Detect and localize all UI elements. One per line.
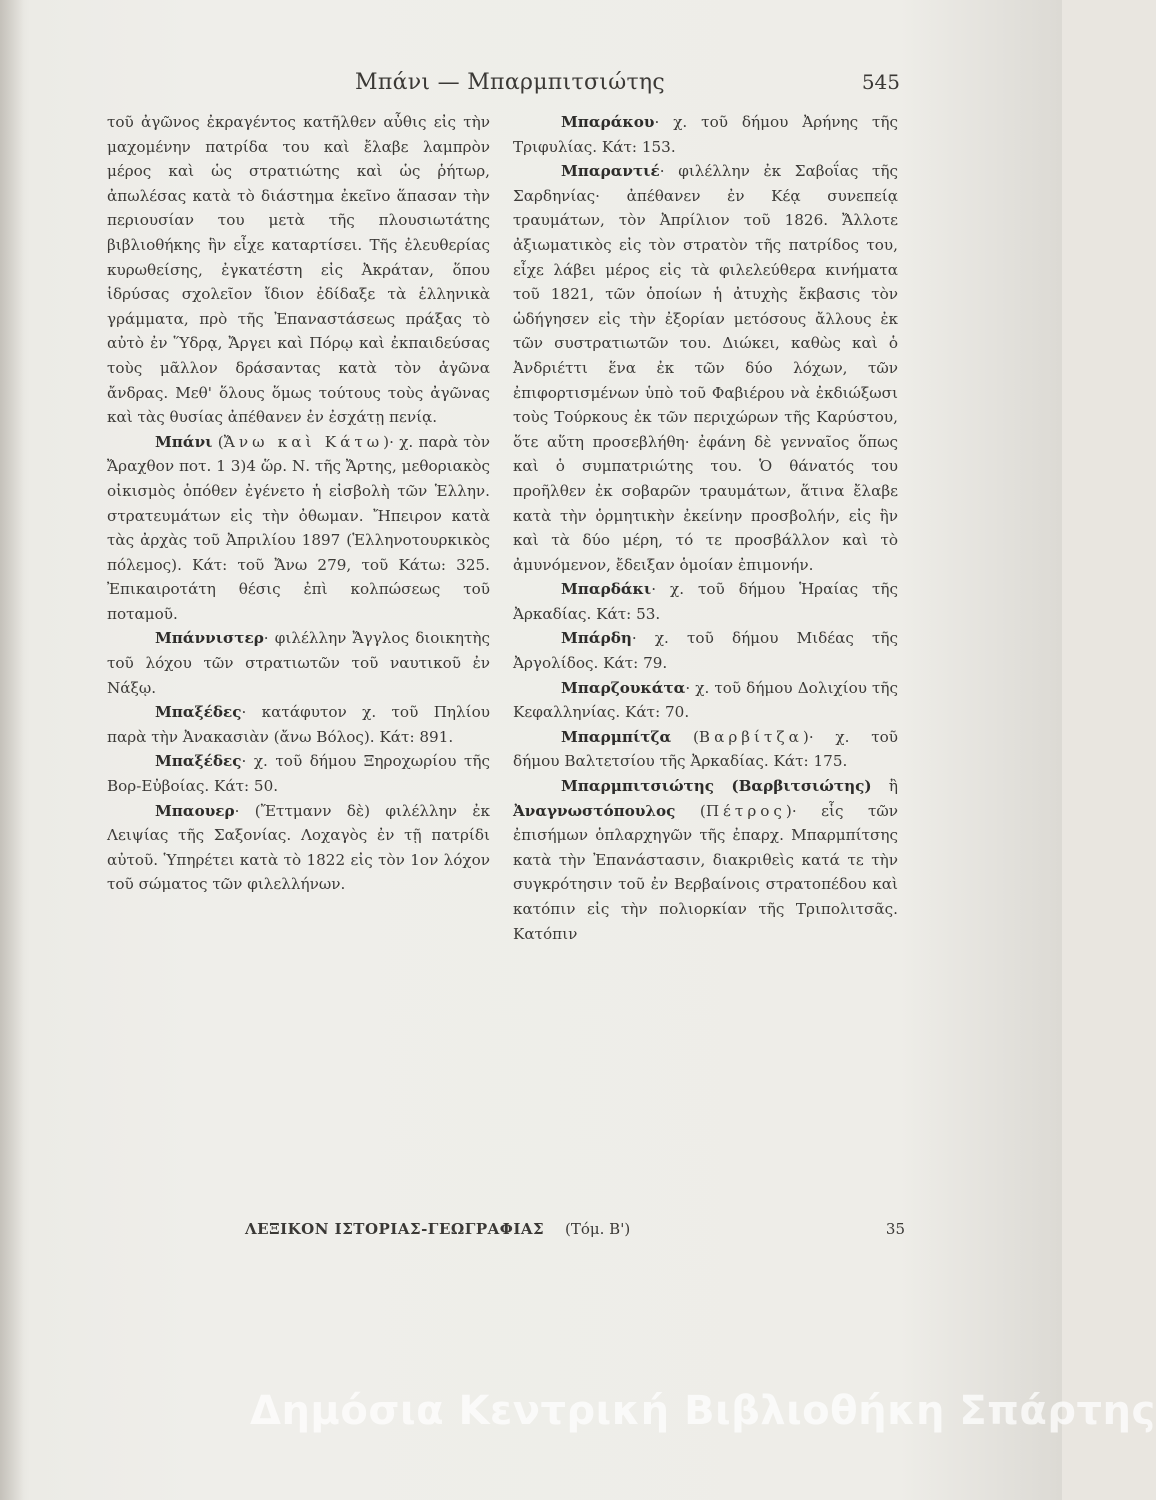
entry-text: (Ἔττμανν δὲ) φιλέλλην ἐκ Λειψίας τῆς Σαξονίας. Λοχαγὸς ἐν τῇ πατρίδι αὐτοῦ. Ὑπηρέτει κατὰ τὸ 1822 εἰς τὸν 1ον λόχον τοῦ σώματος τῶν φιλελλήνων. — [107, 801, 490, 894]
entry-bardaki: Μπαρδάκι· χ. τοῦ δήμου Ἡραίας τῆς Ἀρκαδίας. Κάτ: 53. — [513, 580, 899, 623]
entry-text: φιλέλλην ἐκ Σαβοΐας τῆς Σαρδηνίας· ἀπέθανεν ἐν Κέᾳ συνεπείᾳ τραυμάτων, τὸν Ἀπρίλιον τοῦ 1826. Ἄλλοτε ἀξιωματικὸς εἰς τὸν στρατὸν τῆς πατρίδος του, εἶχε λάβει μέρος εἰς τὰ φιλελεύθερα κινήματα τοῦ 1821, τῶν ὁποίων ἡ ἀτυχὴς ἔκβασις τὸν ὡδήγησεν εἰς τὴν ἐξορίαν μετόσους ἄλλους ἐκ τῶν συστρατιωτῶν του. Διώκει, καθὼς καὶ ὁ Ἀνδριέττι ἕνα ἐκ τῶν δύο λόχων, τῶν ἐπιφορτισμένων ὑπὸ τοῦ Φαβιέρου νὰ ἐκδιώξωσι τοὺς Τούρκους ἐκ τῶν περιχώρων τῆς Καρύστου, ὅτε αὕτη προσεβλήθη· ἐφάνη δὲ γενναῖος ὅπως καὶ ὁ συμπατριώτης του. Ὁ θάνατός του προῆλθεν ἐκ σοβαρῶν τραυμάτων, ἅτινα ἔλαβε κατὰ τὴν ὁρμητικὴν ἐκείνην προσβολήν, εἰς ἣν καὶ τὰ δύο μέρη, τό τε προσβάλλον καὶ τὸ ἀμυνόμενον, ἔδειξαν ὁμοίαν ἐπιμονήν. — [513, 162, 899, 574]
entry-barzoukata: Μπαρζουκάτα· χ. τοῦ δήμου Δολιχίου τῆς Κεφαλληνίας. Κάτ: 70. — [513, 678, 899, 722]
entry-headword: Μπαρμπιτσιώτης — [561, 777, 715, 796]
entry-headword: Μπαξέδες — [155, 752, 242, 771]
entry-headword: Μπαρμπίτζα — [561, 727, 672, 746]
entry-text: χ. τοῦ δήμου Ξηροχωρίου τῆς Βορ-Εὐβοίας. Κάτ: 50. — [107, 752, 490, 796]
entry-headword: Μπάνι — [155, 432, 213, 451]
entry-bannister: Μπάννιστερ· φιλέλλην Ἄγγλος διοικητὴς τοῦ λόχου τῶν στρατιωτῶν τοῦ ναυτικοῦ ἐν Νάξῳ. — [107, 629, 490, 697]
entry-headword-alt: (Βαρβιτσιώτης) — [731, 777, 872, 796]
entry-variant: Πέτρος — [705, 801, 786, 820]
entry-baxedes-2: Μπαξέδες· χ. τοῦ δήμου Ξηροχωρίου τῆς Βορ-Εὐβοίας. Κάτ: 50. — [107, 752, 490, 796]
entry-bauer: Μπαουερ· (Ἔττμανν δὲ) φιλέλλην ἐκ Λειψίας τῆς Σαξονίας. Λοχαγὸς ἐν τῇ πατρίδι αὐτοῦ. Ὑπηρέτει κατὰ τὸ 1822 εἰς τὸν 1ον λόχον τοῦ σώματος τῶν φιλελλήνων. — [107, 801, 490, 894]
entry-text: κατάφυτον χ. τοῦ Πηλίου παρὰ τὴν Ἀνακασιὰν (ἄνω Βόλος). Κάτ: 891. — [107, 703, 490, 746]
entry-text: χ. τοῦ δήμου Δολιχίου τῆς Κεφαλληνίας. Κάτ: 70. — [513, 678, 899, 722]
entry-barakou: Μπαράκου· χ. τοῦ δήμου Ἀρήνης τῆς Τριφυλίας. Κάτ: 153. — [513, 113, 899, 156]
entry-headword: Μπαρδάκι — [561, 580, 652, 599]
entry-or: ἢ — [888, 777, 899, 796]
entry-headword: Μπάρδη — [561, 629, 632, 648]
footer-title: ΛΕΞΙΚΟΝ ΙΣΤΟΡΙΑΣ-ΓΕΩΓΡΑΦΙΑΣ — [245, 1220, 545, 1238]
entry-variant: Ἄνω καὶ Κάτω — [223, 432, 384, 451]
left-column — [107, 110, 490, 897]
entry-headword-surname: Ἀναγνωστόπουλος — [513, 801, 676, 820]
entry-text: χ. παρὰ τὸν Ἄραχθον ποτ. 1 3)4 ὥρ. Ν. τῆς Ἄρτης, μεθοριακὸς οἰκισμὸς ὁπόθεν ἐγένετο ἡ εἰσβολὴ τῶν Ἑλλην. στρατευμάτων εἰς τὴν ὀθωμαν. Ἤπειρον κατὰ τὰς ἀρχὰς τοῦ Ἀπριλίου 1897 (Ἑλληνοτουρκικὸς πόλεμος). Κάτ: τοῦ Ἄνω 279, τοῦ Κάτω: 325. Ἐπικαιροτάτη θέσις ἐπὶ κολπώσεως τοῦ ποταμοῦ. — [107, 432, 490, 623]
library-watermark: Δημόσια Κεντρική Βιβλιοθήκη Σπάρτης — [250, 1388, 1156, 1434]
continuation-paragraph: τοῦ ἀγῶνος ἐκραγέντος κατῆλθεν αὖθις εἰς τὴν μαχομένην πατρίδα του καὶ ἔλαβε λαμπρὸν μέρος καὶ ὡς στρατιώτης καὶ ὡς ῥήτωρ, ἀπωλέσας κατὰ τὸ διάστημα ἐκεῖνο ἅπασαν τὴν περιουσίαν του μετὰ τῆς πλουσιωτάτης βιβλιοθήκης ἣν εἶχε καταρτίσει. Τῆς ἐλευθερίας κυρωθείσης, ἐγκατέστη εἰς Ἀκράταν, ὅπου ἱδρύσας σχολεῖον ἴδιον ἐδίδαξε τὰ ἑλληνικὰ γράμματα, πρὸ τῆς Ἐπαναστάσεως πράξας τὸ αὐτὸ ἐν Ὕδρᾳ, Ἄργει καὶ Πόρῳ καὶ ἐκπαιδεύσας τοὺς μᾶλλον δράσαντας κατὰ τὸν ἀγῶνα ἄνδρας. Μεθ' ὅλους ὅμως τούτους τοὺς ἀγῶνας καὶ τὰς θυσίας ἀπέθανεν ἐν ἐσχάτῃ πενίᾳ. — [107, 113, 490, 427]
entry-text: χ. τοῦ δήμου Μιδέας τῆς Ἀργολίδος. Κάτ: 79. — [513, 629, 898, 673]
entry-text: χ. τοῦ δήμου Ἀρήνης τῆς Τριφυλίας. Κάτ: 153. — [513, 113, 899, 156]
page-number: 545 — [861, 70, 900, 94]
right-column — [513, 110, 898, 946]
page-footer — [245, 1220, 905, 1238]
entry-baxedes-1: Μπαξέδες· κατάφυτον χ. τοῦ Πηλίου παρὰ τὴν Ἀνακασιὰν (ἄνω Βόλος). Κάτ: 891. — [107, 703, 490, 746]
entry-text: εἷς τῶν ἐπισήμων ὁπλαρχηγῶν τῆς ἐπαρχ. Μπαρμπίτσης κατὰ τὴν Ἐπανάστασιν, διακριθεὶς κατά τε τὴν συγκρότησιν τοῦ ἐν Βερβαίνοις στρατοπέδου καὶ κατόπιν εἰς τὴν πολιορκίαν τῆς Τριπολιτσᾶς. Κατόπιν — [513, 801, 898, 943]
entry-headword: Μπαράκου — [561, 113, 655, 131]
entry-barbitza: Μπαρμπίτζα (Βαρβίτζα)· χ. τοῦ δήμου Βαλτετσίου τῆς Ἀρκαδίας. Κάτ: 175. — [513, 727, 898, 771]
entry-headword: Μπαξέδες — [155, 703, 242, 722]
entry-headword: Μπάννιστερ — [155, 629, 264, 648]
entry-text: φιλέλλην Ἄγγλος διοικητὴς τοῦ λόχου τῶν στρατιωτῶν τοῦ ναυτικοῦ ἐν Νάξῳ. — [107, 629, 490, 697]
footer-signature: 35 — [885, 1220, 905, 1238]
entry-text: χ. τοῦ δήμου Ἡραίας τῆς Ἀρκαδίας. Κάτ: 53. — [513, 580, 899, 623]
entry-barantie: Μπαραντιέ· φιλέλλην ἐκ Σαβοΐας τῆς Σαρδηνίας· ἀπέθανεν ἐν Κέᾳ συνεπείᾳ τραυμάτων, τὸν Ἀπρίλιον τοῦ 1826. Ἄλλοτε ἀξιωματικὸς εἰς τὸν στρατὸν τῆς πατρίδος του, εἶχε λάβει μέρος εἰς τὰ φιλελεύθερα κινήματα τοῦ 1821, τῶν ὁποίων ἡ ἀτυχὴς ἔκβασις τὸν ὡδήγησεν εἰς τὴν ἐξορίαν μετόσους ἄλλους ἐκ τῶν συστρατιωτῶν του. Διώκει, καθὼς καὶ ὁ Ἀνδριέττι ἕνα ἐκ τῶν δύο λόχων, τῶν ἐπιφορτισμένων ὑπὸ τοῦ Φαβιέρου νὰ ἐκδιώξωσι τοὺς Τούρκους ἐκ τῶν περιχώρων τῆς Καρύστου, ὅτε αὕτη προσεβλήθη· ἐφάνη δὲ γενναῖος ὅπως καὶ ὁ συμπατριώτης του. Ὁ θάνατός του προῆλθεν ἐκ σοβαρῶν τραυμάτων, ἅτινα ἔλαβε κατὰ τὴν ὁρμητικὴν ἐκείνην προσβολήν, εἰς ἣν καὶ τὰ δύο μέρη, τό τε προσβάλλον καὶ τὸ ἀμυνόμενον, ἔδειξαν ὁμοίαν ἐπιμονήν. — [513, 162, 899, 574]
entry-bani: Μπάνι (Ἄνω καὶ Κάτω)· χ. παρὰ τὸν Ἄραχθον ποτ. 1 3)4 ὥρ. Ν. τῆς Ἄρτης, μεθοριακὸς οἰκισμὸς ὁπόθεν ἐγένετο ἡ εἰσβολὴ τῶν Ἑλλην. στρατευμάτων εἰς τὴν ὀθωμαν. Ἤπειρον κατὰ τὰς ἀρχὰς τοῦ Ἀπριλίου 1897 (Ἑλληνοτουρκικὸς πόλεμος). Κάτ: τοῦ Ἄνω 279, τοῦ Κάτω: 325. Ἐπικαιροτάτη θέσις ἐπὶ κολπώσεως τοῦ ποταμοῦ. — [107, 432, 490, 623]
entry-headword: Μπαραντιέ — [561, 162, 660, 181]
entry-variant: Βαρβίτζα — [698, 727, 803, 746]
page-header — [110, 70, 900, 110]
spine-shadow — [0, 0, 24, 1500]
entry-bardi: Μπάρδη· χ. τοῦ δήμου Μιδέας τῆς Ἀργολίδος. Κάτ: 79. — [513, 629, 898, 673]
entry-headword: Μπαουερ — [155, 801, 235, 820]
entry-text: χ. τοῦ δήμου Βαλτετσίου τῆς Ἀρκαδίας. Κάτ: 175. — [513, 727, 898, 771]
footer-volume: (Τόμ. Β') — [565, 1220, 631, 1238]
entry-headword: Μπαρζουκάτα — [561, 678, 686, 697]
running-title: Μπάνι — Μπαρμπιτσιώτης — [355, 70, 666, 95]
entry-barbitsiotis: Μπαρμπιτσιώτης (Βαρβιτσιώτης) ἢ Ἀναγνωστόπουλος (Πέτρος)· εἷς τῶν ἐπισήμων ὁπλαρχηγῶν τῆς ἐπαρχ. Μπαρμπίτσης κατὰ τὴν Ἐπανάστασιν, διακριθεὶς κατά τε τὴν συγκρότησιν τοῦ ἐν Βερβαίνοις στρατοπέδου καὶ κατόπιν εἰς τὴν πολιορκίαν τῆς Τριπολιτσᾶς. Κατόπιν — [513, 777, 899, 943]
